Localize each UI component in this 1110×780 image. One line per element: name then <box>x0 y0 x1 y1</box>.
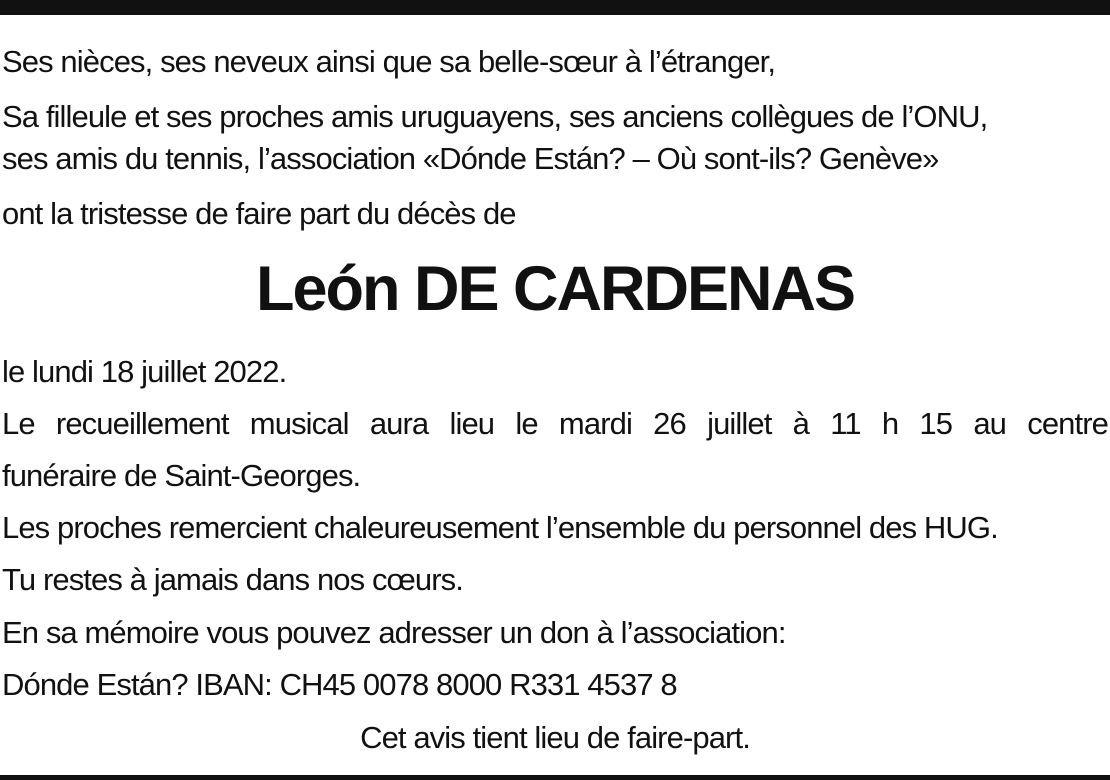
intro-line: Sa filleule et ses proches amis uruguayens, ses anciens collègues de l’ONU, <box>2 99 988 134</box>
detail-line: funéraire de Saint-Georges. <box>2 458 361 493</box>
top-rule <box>0 0 1110 15</box>
intro-line: ses amis du tennis, l’association «Dónde Están? – Où sont-ils? Genève» <box>2 141 939 176</box>
closing-line: Cet avis tient lieu de faire-part. <box>360 720 750 755</box>
bottom-rule <box>0 775 1110 780</box>
detail-line: Dónde Están? IBAN: CH45 0078 8000 R331 4537 8 <box>2 667 677 702</box>
detail-line: Le recueillement musical aura lieu le mardi 26 juillet à 11 h 15 au centre <box>2 406 1108 441</box>
intro-line: Ses nièces, ses neveux ainsi que sa belle-sœur à l’étranger, <box>2 44 776 79</box>
detail-line: Les proches remercient chaleureusement l’ensemble du personnel des HUG. <box>2 510 998 545</box>
detail-line: Tu restes à jamais dans nos cœurs. <box>2 562 463 597</box>
intro-line: ont la tristesse de faire part du décès de <box>2 196 516 231</box>
deceased-name: León DE CARDENAS <box>255 254 855 324</box>
detail-line: En sa mémoire vous pouvez adresser un don à l’association: <box>2 615 786 650</box>
detail-line: le lundi 18 juillet 2022. <box>2 354 287 389</box>
